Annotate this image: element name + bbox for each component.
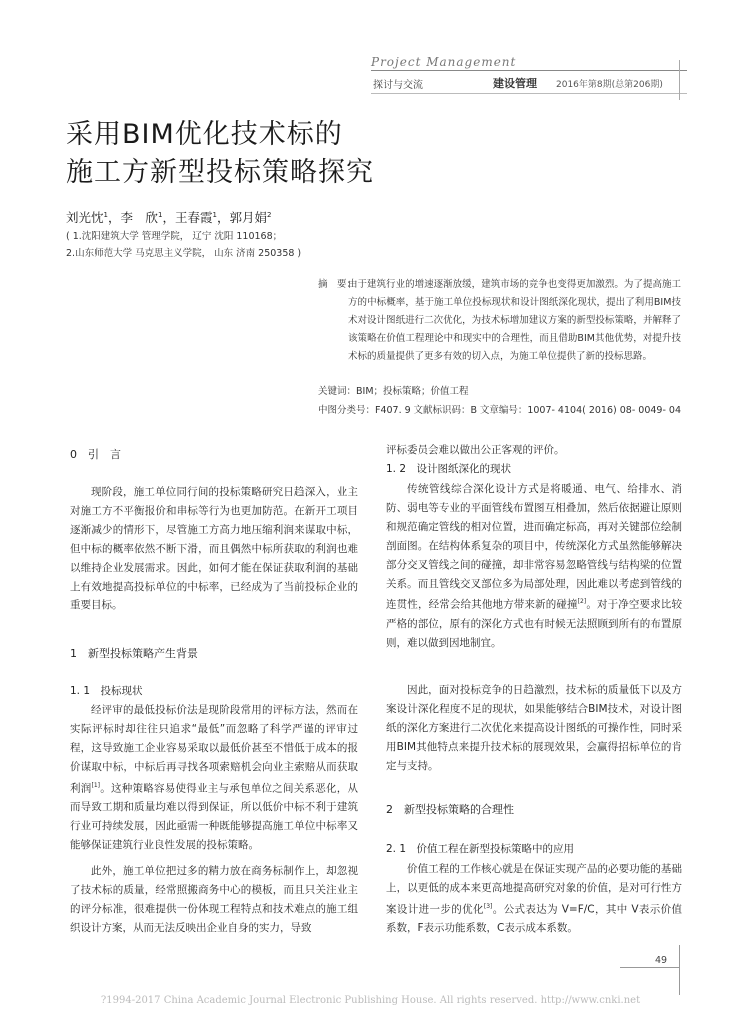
paragraph-text: 。公式表达为 V=F/C，其中 V表示价值系数，F表示功能系数，C表示成本系数。 [386, 903, 682, 935]
section-1-2-paragraph-2: 因此，面对投标竞争的日趋激烈，技术标的质量低下以及方案设计深化程度不足的现状，如果能够结合BIM技术，对设计图纸的深化方案进行二次优化来提高设计图纸的可操作性，同时采用BIM其他特点来提升技术标的展现效果，会赢得招标单位的肯定与支持。 [386, 684, 682, 772]
crop-mark-vertical [679, 945, 680, 995]
keywords-text: BIM；投标策略；价值工程 [356, 386, 469, 397]
section-1-heading: 1 新型投标策略产生背景 [70, 647, 198, 660]
paragraph-text: 价值工程的工作核心就是在保证实现产品的必要功能的基础上，以更低的成本来更高地提高研究对象的价值，是对可行性方案设计进一步的优化 [386, 863, 682, 916]
abstract [318, 276, 681, 366]
section-2-1-heading: 2. 1 价值工程在新型投标策略中的应用 [386, 843, 575, 855]
keywords [318, 383, 469, 397]
authors: 刘光忱$^1$，李 欣$^1$，王春霞$^1$，郭月娟$^2$ [66, 210, 272, 225]
paragraph-text: 。对于净空要求比较严格的部位，原有的深化方式也有时候无法照顾到所有的布置原则，难以做到因地制宜。 [386, 598, 683, 649]
article-number: 文章编号：1007- 4104( 2016) 08- 0049- 04 [479, 405, 681, 416]
citation-ref: [2] [577, 598, 587, 606]
header-crop-mark [679, 60, 680, 100]
keywords-label: 关键词： [318, 386, 357, 397]
header-issue: 2016年第8期(总第206期) [556, 80, 663, 90]
header-magazine: 建设管理 [493, 77, 537, 90]
copyright-footer: ?1994-2017 China Academic Journal Electronic Publishing House. All rights reserved. http://www.cnki.net [100, 995, 641, 1006]
continued-paragraph: 评标委员会难以做出公正客观的评价。 [386, 444, 565, 456]
paragraph-text: 传统管线综合深化设计方式是将暖通、电气、给排水、消防、弱电等专业的平面管线布置图互相叠加，然后依据避让原则和规范确定管线的相对位置，进而确定标高，再对关键部位绘制剖面图。在结构体系复杂的项目中，传统深化方式虽然能够解决部分交叉管线之间的碰撞，却非常容易忽略管线与结构梁的位置关系。而且管线交叉部位多为局部处理，因此难以考虑到管线的连贯性，经常会给其他地方带来新的碰撞 [386, 483, 682, 611]
author-name: 李 欣 [120, 210, 159, 225]
crop-mark-horizontal [620, 967, 680, 968]
section-1-1-heading: 1. 1 投标现状 [70, 685, 143, 697]
section-2-1-paragraph [386, 860, 682, 938]
section-1-2-heading: 1. 2 设计图纸深化的现状 [386, 463, 512, 475]
section-1-1-paragraph-1 [70, 701, 358, 855]
paragraph-text: 。这种策略容易使得业主与承包单位之间关系恶化，从而导致工期和质量均难以得到保证，所以低价中标不利于建筑行业可持续发展，因此亟需一种既能够提高施工单位中标率又能够保证建筑行业良性发展的投标策略。 [70, 782, 358, 851]
paragraph-text: 经评审的最低投标价法是现阶段常用的评标方法，然而在实际评标时却往往只追求“最低”而忽略了科学严谨的评审过程，这导致施工企业容易采取以最低价甚至不惜低于成本的报价谋取中标，中标后再寻找各项索赔机会向业主索赔从而获取利润 [70, 704, 358, 795]
document-code: 文献标识码：B [413, 405, 478, 416]
author-sup: 2 [267, 210, 272, 219]
classification-row [318, 402, 681, 416]
author-sup: 1 [158, 210, 163, 219]
citation-ref: [3] [483, 902, 493, 910]
header-rule-bottom [371, 93, 687, 94]
section-0-paragraph: 现阶段，施工单位同行间的投标策略研究日趋深入，业主对施工方不平衡报价和串标等行为也更加防范。在新开工项目逐渐减少的情形下，尽管施工方高力地压缩利润来谋取中标，但中标的概率依然不断下滑，而且偶然中标所获取的利润也难以维持企业发展需求。因此，如何才能在保证获取利润的基础上有效地提高投标单位的中标率，已经成为了当前投标企业的重要目标。 [70, 486, 358, 612]
section-0-heading: 0 引 言 [70, 448, 121, 461]
affiliation-1: ( 1.沈阳建筑大学 管理学院， 辽宁 沈阳 110168； [66, 231, 283, 242]
section-2-heading: 2 新型投标策略的合理性 [386, 803, 514, 816]
title-line-1: 采用BIM优化技术标的 [66, 119, 343, 150]
clc-number: 中图分类号：F407. 9 [318, 405, 411, 416]
author-sup: 1 [212, 210, 217, 219]
author-name: 王春霞 [175, 210, 213, 225]
page-number: 49 [655, 955, 668, 966]
author-sup: 1 [103, 210, 108, 219]
header-rule [371, 70, 687, 71]
citation-ref: [1] [91, 781, 100, 789]
author-name: 郭月娟 [229, 210, 268, 225]
section-1-1-paragraph-2: 此外，施工单位把过多的精力放在商务标制作上，却忽视了技术标的质量，经常照搬商务中心的模板，而且只关注业主的评分标准，很难提供一份体现工程特点和技术难点的施工组织设计方案，从而无法反映出企业自身的实力，导致 [70, 865, 358, 934]
header-project-management: Project Management [371, 55, 517, 69]
affiliation-2: 2.山东师范大学 马克思主义学院， 山东 济南 250358 ) [66, 248, 302, 259]
abstract-label: 摘 要： [318, 279, 357, 290]
title-line-2: 施工方新型投标策略探究 [66, 157, 374, 188]
section-1-2-paragraph-1 [386, 480, 682, 653]
header-section: 探讨与交流 [373, 80, 423, 91]
author-name: 刘光忱 [66, 210, 104, 225]
abstract-text: 由于建筑行业的增速逐渐放缓，建筑市场的竞争也变得更加激烈。为了提高施工方的中标概率，基于施工单位投标现状和设计图纸深化现状，提出了利用BIM技术对设计图纸进行二次优化，为技术标增加建议方案的新型投标策略，并解释了该策略在价值工程理论中和现实中的合理性，而且借助BIM其他优势，对提升技术标的质量提供了更多有效的切入点，为施工单位提供了新的投标思路。 [348, 279, 681, 362]
